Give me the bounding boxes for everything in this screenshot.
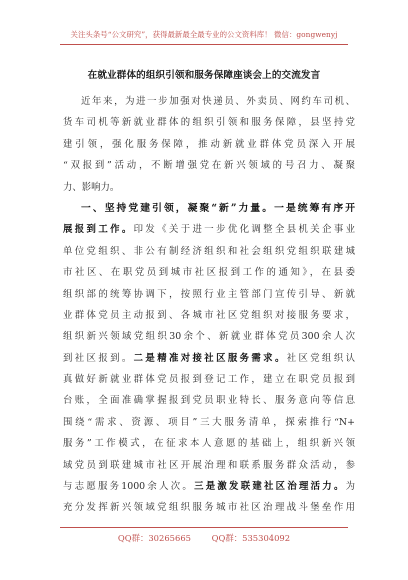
footer-qq-group-2: QQ群：535304092: [211, 533, 291, 543]
bold-text-segment: 一、坚持党建引领，凝聚“新”力量。一是统筹有序开: [81, 202, 355, 214]
paragraph-line: [63, 476, 355, 497]
text-segment: 建引领，强化服务保障，推动新就业群体党员深入开展: [63, 138, 355, 150]
paragraph-line: [63, 112, 355, 133]
paragraph-line: [63, 177, 355, 198]
paragraph-line: [63, 198, 355, 219]
paragraph-line: [63, 369, 355, 390]
footer-qq-group-1: QQ群：30265665: [117, 533, 191, 543]
bold-text-segment: 三是激发联建社区治理活力。: [194, 481, 346, 493]
text-segment: 组织部的统筹协调下，按照行业主管部门宣传引导、新就: [63, 288, 355, 300]
text-segment: 充分发挥新兴领域党组织服务城市社区治理战斗堡垒作用: [63, 502, 355, 514]
text-segment: 单位党组织、非公有制经济组织和社会组织党组织联建城: [63, 245, 355, 257]
bold-text-segment: 展报到工作。: [63, 224, 134, 236]
paragraph-line: [63, 348, 355, 369]
paragraph-line: [63, 155, 355, 176]
text-segment: 围绕“需求、资源、项目”三大服务清单，探索推行“N+: [63, 416, 355, 428]
document-body: [63, 91, 355, 519]
text-segment: 为: [345, 481, 355, 493]
document-title: 在就业群体的组织引领和服务保障座谈会上的交流发言: [87, 70, 321, 81]
paragraph-line: [63, 305, 355, 326]
text-segment: 真做好新就业群体党员报到登记工作，建立在职党员报到: [63, 374, 355, 386]
text-segment: 业群体党员主动报到、各城市社区党组织对接服务要求，: [63, 309, 355, 321]
footer-divider: [60, 527, 348, 528]
text-segment: 力、影响力。: [63, 181, 120, 193]
paragraph-line: [63, 326, 355, 347]
paragraph-line: [63, 134, 355, 155]
footer: [60, 532, 348, 544]
paragraph-line: [63, 241, 355, 262]
text-segment: 台账，全面准确掌握报到党员职业特长、服务意向等信息: [63, 395, 355, 407]
paragraph-line: [63, 497, 355, 518]
paragraph-line: [63, 390, 355, 411]
paragraph-line: [63, 91, 355, 112]
text-segment: 货车司机等新就业群体的组织引领和服务保障，县坚持党: [63, 117, 355, 129]
text-segment: 域党员到联建城市社区开展治理和联系服务群众活动，参: [63, 459, 355, 471]
text-segment: 到社区报到。: [63, 352, 134, 364]
text-segment: 印发《关于进一步优化调整全县机关企事业: [133, 224, 355, 236]
text-segment: “双报到”活动，不断增强党在新兴领域的号召力、凝聚: [63, 160, 355, 172]
text-segment: 社区党组织认: [286, 352, 355, 364]
paragraph-line: [63, 412, 355, 433]
bold-text-segment: 二是精准对接社区服务需求。: [133, 352, 287, 364]
text-segment: 组织新兴领域党组织30余个、新就业群体党员300余人次: [63, 331, 355, 343]
paragraph-line: [63, 433, 355, 454]
paragraph-line: [63, 262, 355, 283]
text-segment: 近年来，为进一步加强对快递员、外卖员、网约车司机、: [81, 96, 355, 107]
text-segment: 与志愿服务1000余人次。: [63, 481, 195, 493]
header-divider: [60, 44, 348, 45]
paragraph-line: [63, 455, 355, 476]
paragraph-line: [63, 219, 355, 240]
text-segment: 市社区、在职党员到城市社区报到工作的通知》，在县委: [63, 267, 355, 279]
text-segment: 服务”工作模式，在征求本人意愿的基础上，组织新兴领: [63, 438, 355, 450]
paragraph-line: [63, 284, 355, 305]
header-banner: 关注头条号“公文研究”，获得最新最全最专业的公文资料库！ 微信：gongwenyj: [70, 30, 338, 39]
